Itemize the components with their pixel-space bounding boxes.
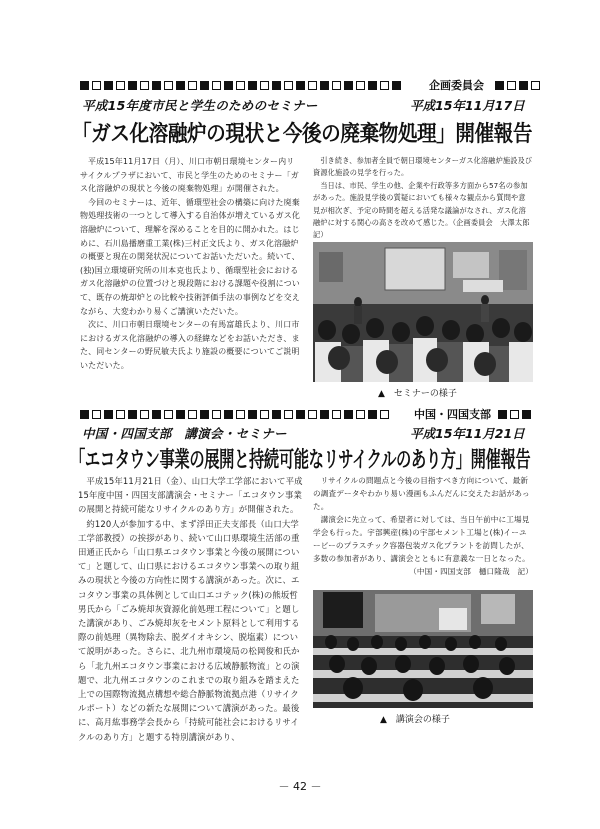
- page-number: － 42 －: [278, 780, 322, 793]
- article2-left-column: [78, 474, 304, 744]
- lecture-photo: [313, 590, 533, 708]
- decorative-square-row: [498, 409, 534, 419]
- article2-paragraph: 講演会に先立って、希望者に対しては、当日午前中に工場見学会も行った。宇部興産(株)の宇部セメント工場と(株)イーユービーのプラスチック容器包装ガス化プラントを訪問したが、多数の参加者があり、講演会とともに有意義な一日となった。: [313, 515, 530, 563]
- article1-title: 「ガス化溶融炉の現状と今後の廃棄物処理」開催報告: [72, 122, 533, 147]
- article1-date: 平成15年11月17日: [410, 98, 525, 113]
- article1-paragraph: 平成15年11月17日（月）、川口市朝日環境センター内リサイクルプラザにおいて、市民と学生のためのセミナー「ガス化溶融炉の現状と今後の廃棄物処理」が開催された。: [80, 157, 299, 194]
- decorative-square-row: [80, 80, 404, 90]
- article2-org-label: 中国・四国支部: [414, 408, 491, 421]
- decorative-square-row: [495, 80, 543, 90]
- article2-signature: （中国・四国支部 樋口隆哉 記）: [409, 567, 533, 576]
- article1-paragraph: 次に、川口市朝日環境センターの有馬富雄氏より、川口市におけるガス化溶融炉の導入の経緯などをお話いただき、また、同センターの野尻敏夫氏より施設の概要についてご説明いただいた。: [80, 320, 300, 370]
- article1-subtitle: 平成15年度市民と学生のためのセミナー: [82, 98, 318, 113]
- seminar-photo: [313, 242, 533, 382]
- article2-right-column: [313, 474, 533, 578]
- article2-date: 平成15年11月21日: [410, 426, 525, 441]
- article1-org-label: 企画委員会: [429, 79, 484, 92]
- article2-paragraph: 約120人が参加する中、まず浮田正夫支部長（山口大学工学部教授）の挨拶があり、続いて山口県環境生活部の重田通正氏から「山口県エコタウン事業と今後の展開について」と題して、山口県におけるエコタウン事業への取り組みの現状と今後の方向性に関する講演があった。次に、エコタウン事業の具体例として山口エコテック(株)の熊坂哲男氏から「ごみ焼却灰資源化前処理工程について」と題した講演があり、ごみ焼却灰をセメント原料として利用する際の前処理（異物除去、脱ダイオキシン、脱塩素）について説明があった。さらに、北九州市環境局の松岡俊和氏から「北九州エコタウン事業における広域静脈物流」との演題で、北九州エコタウンのこれまでの取り組みを踏まえた上での国際物流拠点構想や総合静脈物流拠点港（リサイクルポート）などの新たな展開について講演があった。最後に、高月紘事務学会長から「持続可能社会におけるリサイクルのあり方」と題する特別講演があり、: [78, 518, 300, 742]
- article1-left-column: [80, 155, 302, 373]
- article1-right-column: [313, 155, 537, 242]
- article2-paragraph: リサイクルの問題点と今後の目指すべき方向について、最新の調査データやわかり易い漫画もふんだんに交えたお話があった。: [313, 476, 530, 511]
- article1-paragraph: 当日は、市民、学生の他、企業や行政等多方面から57名の参加があった。施設見学後の質疑においても様々な観点から質問や意見が相次ぎ、予定の時間を超える活発な議論がなされ、ガス化溶融炉に対する関心の高さを改めて感じた。（企画委員会 大澤太郎 記）: [313, 180, 537, 240]
- article2-subtitle: 中国・四国支部 講演会・セミナー: [82, 426, 287, 441]
- article2-paragraph: 平成15年11月21日（金）、山口大学工学部において平成15年度中国・四国支部講演会・セミナー「エコタウン事業の展開と持続可能なリサイクルのあり方」が開催された。: [78, 476, 303, 515]
- decorative-square-row: [80, 409, 392, 419]
- article2-title: 「エコタウン事業の展開と持続可能なリサイクルのあり方」開催報告: [70, 448, 531, 473]
- article1-paragraph: 今回のセミナーは、近年、循環型社会の構築に向けた廃棄物処理技術の一つとして導入する自治体が増えているガス化溶融炉について、理解を深めることを目的に開かれた。はじめに、石川島播磨重工業(株)三村正文氏より、ガス化溶融炉の概要と現在の開発状況についてお話いただいた。続いて、(独)国立環境研究所の川本克也氏より、循環型社会におけるガス化溶融炉の位置づけと現段階における課題や役割について、既存の焼却炉との比較や技術評価手法の事例などを交えながら、大変わかり易くご講演いただいた。: [80, 197, 301, 316]
- seminar-photo-caption: ▲ セミナーの様子: [378, 389, 457, 399]
- lecture-photo-caption: ▲ 講演会の様子: [380, 715, 450, 725]
- article1-paragraph: 引き続き、参加者全員で朝日環境センターガス化溶融炉施設及び資源化施設の見学を行った。: [313, 156, 533, 178]
